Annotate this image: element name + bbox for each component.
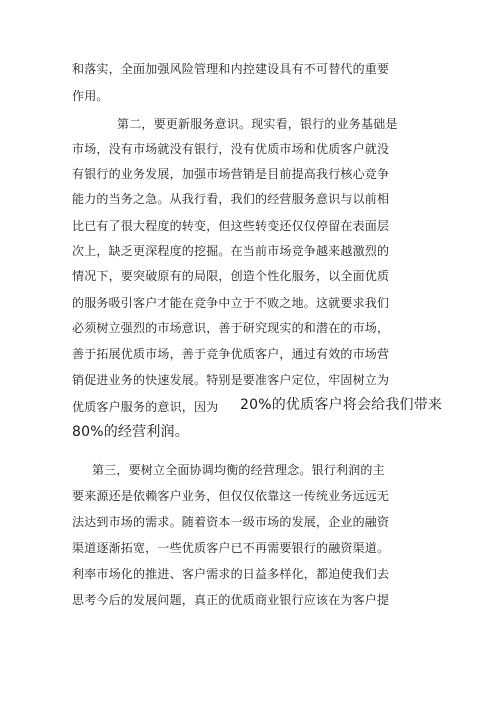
text-line: 利率市场化的推进、客户需求的日益多样化，都迫使我们去 <box>72 567 390 581</box>
text-line: 有银行的业务发展，加强市场营销是目前提高我行核心竞争 <box>72 167 390 181</box>
text-line: 的服务吸引客户才能在竞争中立于不败之地。这就要求我们 <box>72 296 390 310</box>
text-line: 能力的当务之急。从我行看，我们的经营服务意识与以前相 <box>72 192 390 206</box>
paragraph-start-line: 第三，要树立全面协调均衡的经营理念。银行利润的主 <box>92 463 385 477</box>
paragraph-start-line: 第二，要更新服务意识。现实看，银行的业务基础是 <box>117 117 398 131</box>
text-line: 80%的经营利润。 <box>72 424 189 440</box>
text-line: 优质客户服务的意识，因为 <box>72 400 219 414</box>
text-line: 次上，缺乏更深程度的挖掘。在当前市场竞争越来越激烈的 <box>72 244 390 258</box>
text-line: 比已有了很大程度的转变，但这些转变还仅仅停留在表面层 <box>72 219 390 233</box>
text-line: 市场，没有市场就没有银行，没有优质市场和优质客户就没 <box>72 142 390 156</box>
text-line: 情况下，要突破原有的局限，创造个性化服务，以全面优质 <box>72 269 390 283</box>
text-line: 必须树立强烈的市场意识，善于研究现实的和潜在的市场， <box>72 321 390 335</box>
text-line: 要来源还是依赖客户业务，但仅仅依靠这一传统业务远远无 <box>72 489 390 503</box>
text-line: 作用。 <box>72 89 109 103</box>
text-line: 销促进业务的快速发展。特别是要准客户定位，牢固树立为 <box>72 373 390 387</box>
text-line: 和落实，全面加强风险管理和内控建设具有不可替代的重要 <box>72 62 390 76</box>
text-line-continuation: 20%的优质客户将会给我们带来 <box>240 397 443 413</box>
text-line: 思考今后的发展问题，真正的优质商业银行应该在为客户提 <box>72 593 390 607</box>
text-line: 善于拓展优质市场，善于竞争优质客户，通过有效的市场营 <box>72 347 390 361</box>
text-line: 法达到市场的需求。随着资本一级市场的发展，企业的融资 <box>72 515 390 529</box>
text-line: 渠道逐渐拓宽，一些优质客户已不再需要银行的融资渠道。 <box>72 541 390 555</box>
